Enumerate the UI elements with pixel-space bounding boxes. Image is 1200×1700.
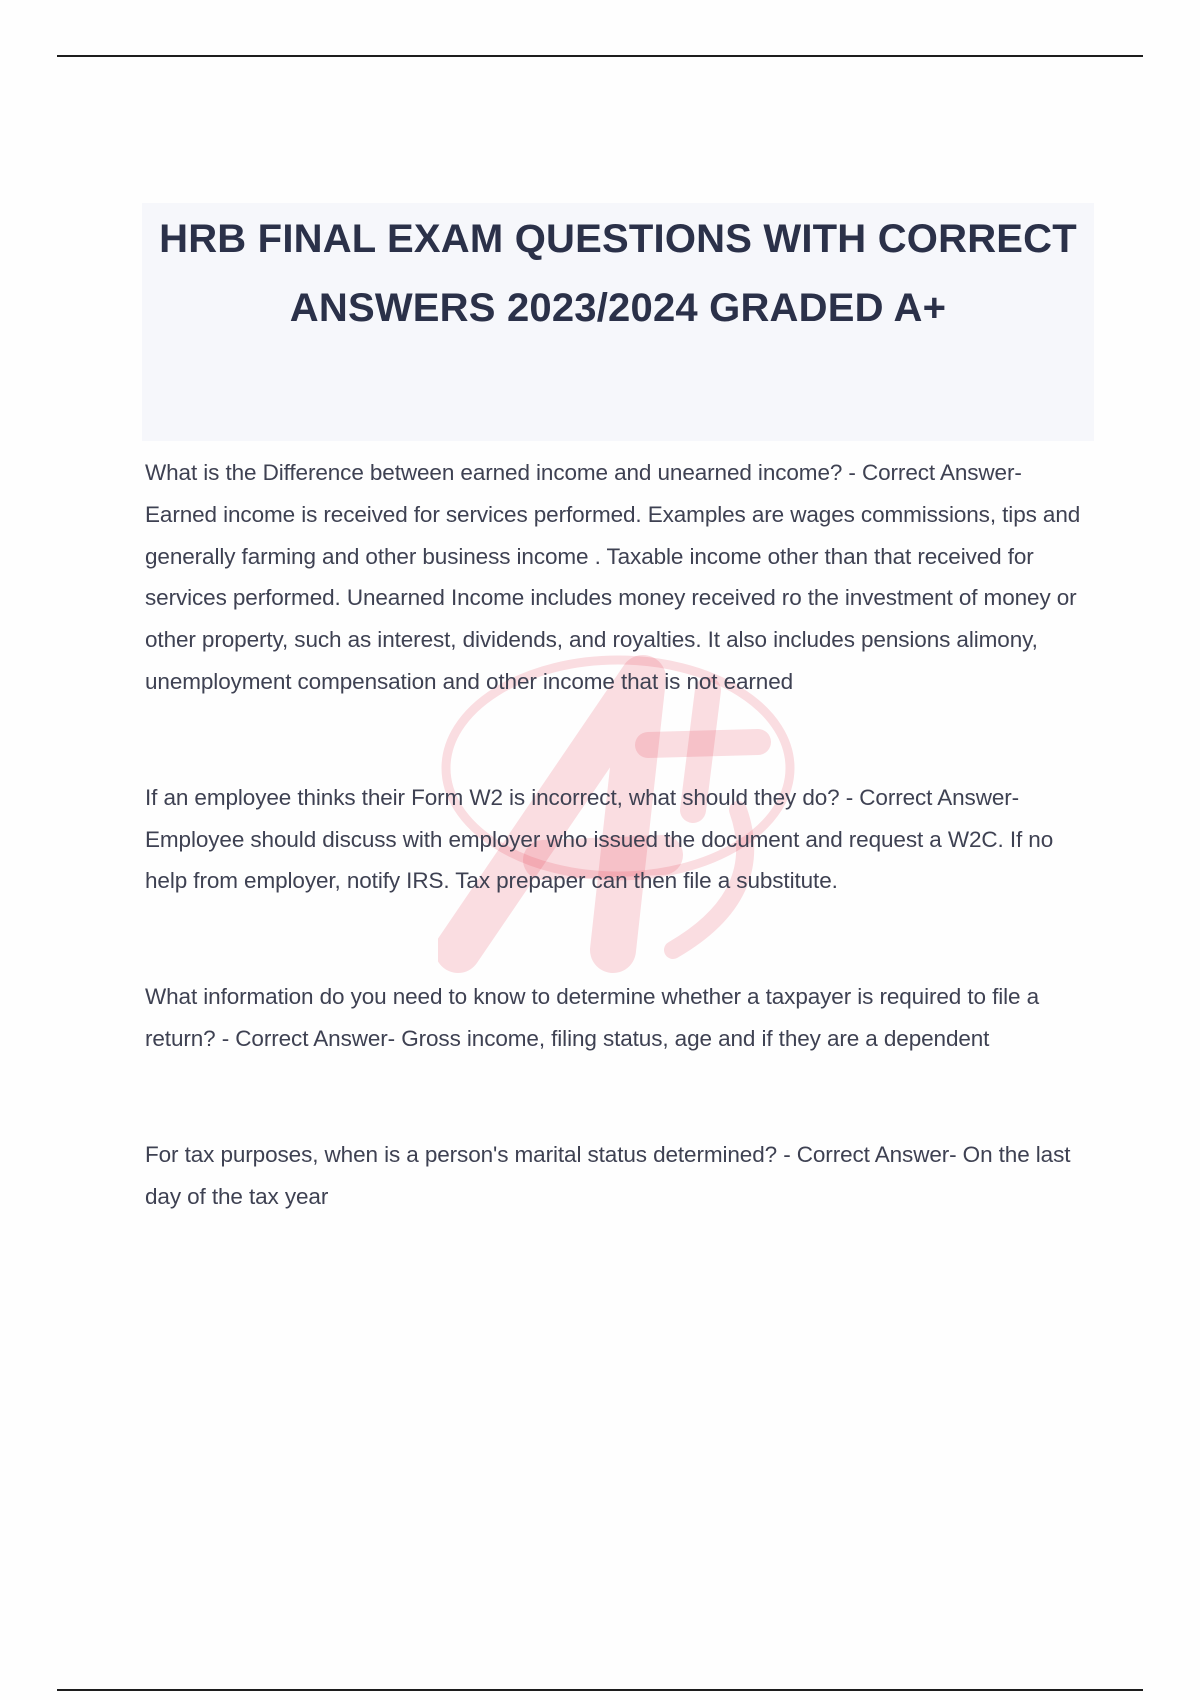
qa-item: If an employee thinks their Form W2 is incorrect, what should they do? - Correct Answer- Employee should discuss with employer who issued the document and request a W2C. If no help from employer, notify IRS. Tax prepaper can then file a substitute. [145, 784, 1054, 894]
top-rule [57, 55, 1143, 57]
qa-item: For tax purposes, when is a person's marital status determined? - Correct Answer- On the last day of the tax year [145, 1141, 1071, 1209]
qa-item: What information do you need to know to determine whether a taxpayer is required to file a return? - Correct Answer- Gross income, filing status, age and if they are a dependent [145, 984, 1040, 1051]
title-block [142, 203, 1094, 441]
qa-list [145, 452, 1095, 1217]
qa-item: What is the Difference between earned income and unearned income? - Correct Answer- Earned income is received for services performed. Examples are wages commissions, tips and generally farming and other business income . Taxable income other than that received for services performed. Unearned Income includes money received ro the investment of money or other property, such as interest, dividends, and royalties. It also includes pensions alimony, unemployment compensation and other income that is not earned [145, 460, 1081, 694]
document-title: HRB FINAL EXAM QUESTIONS WITH CORRECT ANSWERS 2023/2024 GRADED A+ [159, 217, 1077, 330]
bottom-rule [57, 1689, 1143, 1691]
